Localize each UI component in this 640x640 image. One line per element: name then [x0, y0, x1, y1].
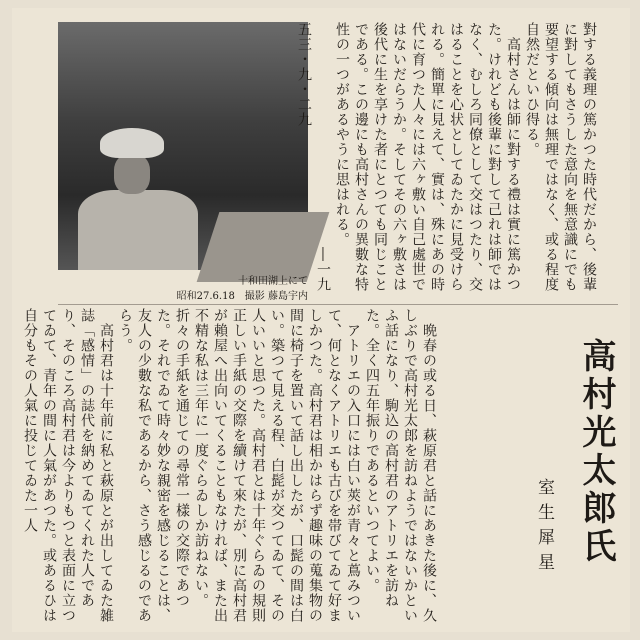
photo-rock [197, 212, 330, 282]
article-author: 室生犀星 [534, 478, 554, 578]
photo-face [114, 154, 150, 194]
caption-line-2: 昭和27.6.18 撮影 藤島宇内 [176, 291, 308, 302]
section-divider [58, 304, 618, 305]
photo-caption [58, 274, 308, 304]
photo-figure [78, 190, 198, 270]
upper-body-text: 對する義理の篤かつた時代だから、後輩に對してもさうした意向を無意識にでも要望する傾向は無理ではなく、或る程度自然だといひ得る。 高村さんは師に對する禮は實に篤かつた。けれども後輩に對して己れは師ではなく、むしろ同僚として交はつたり、交はることを心状としてゐたかに見受けられる。簡單に見えて、實は、殊にあの時代に育つた人々には六ヶ敷い自己處世ではないだらうか。そしてその六ヶ敷さは後代に生を享けた者にとつても同じことである。この邊にも高村さんの異數な特性の一つがあるやうに思はれる。 ―一九五三・九・二九 [296, 22, 597, 292]
article-title: 高村光太郎氏 [576, 338, 616, 566]
lower-body-text: 晩春の或る日、萩原君と話にあきた後に、久しぶりで高村光太郎を訪ねようではないかといふ話になり、駒込の高村君のアトリエを訪ねた。全く四五年振りであるといつてよい。 アトリエの入口には白い莢が青々と蔦みついて、何となくアトリエも古びを帯びてゐて好ましかつた。高村君は相かはらず趣味の蒐集物の間に椅子を置いて話し出したが、口髭の間は白い。築つて見える程、白髭が交つてゐて、その人いいと思つた。高村君とは十年ぐらゐの規則正しい手紙の交際を續けて來たが、別に高村君が賴屋へ出向いてくることもなければ、また出不精な私は三年に一度ぐらゐしか訪ねない。折々の手紙を通じての尋常一樣の交際であつた。それでゐて時々妙な親密を感じることは、友人の少數な私であるから、さう感じるのであらう。 高村君は十年前に私と萩原とが出してゐた雑誌「感情」の誌代を納めてゐてくれた人であり、そのころ高村君は今よりもつと表面に立つてゐて、青年の間に人氣があつた。或あるひは自分もその人氣に投じてゐた一人 [22, 308, 437, 623]
caption-line-1: 十和田湖上にて [238, 276, 308, 287]
portrait-photo [58, 22, 308, 270]
document-page [12, 8, 630, 632]
photo-hat [100, 128, 164, 158]
